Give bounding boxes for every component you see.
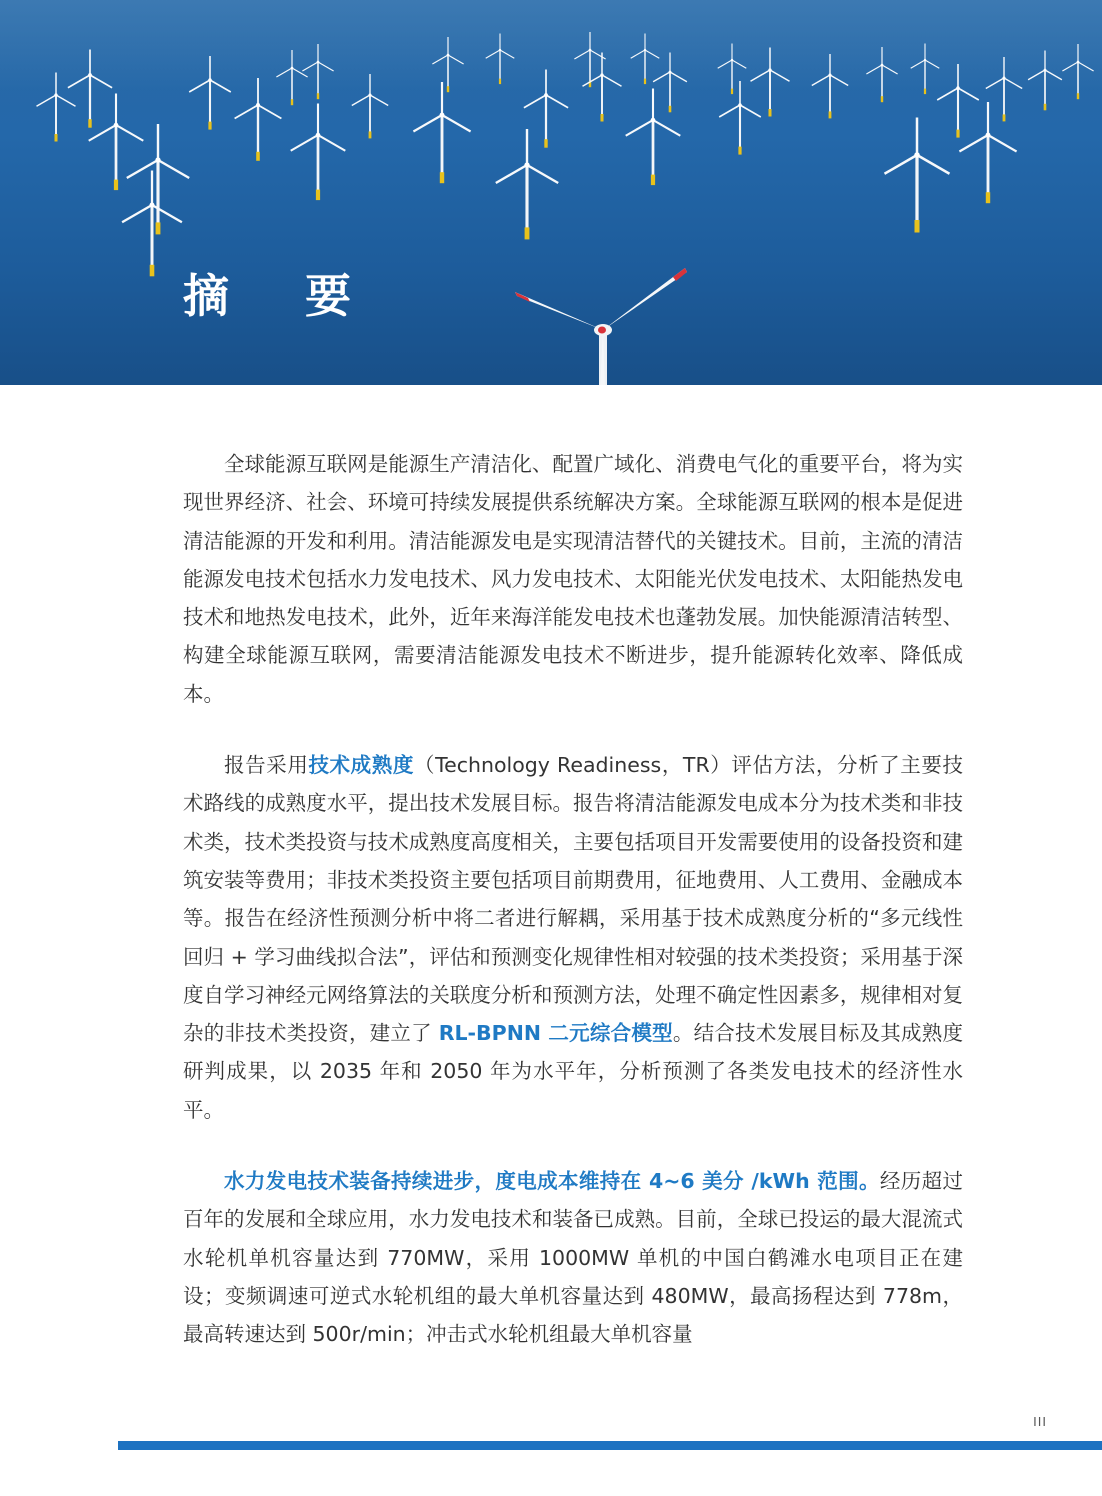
offshore-wind-farm-image [0,0,1102,385]
page-title: 摘 要 [183,269,382,323]
paragraph [183,445,963,713]
paragraph-text: 报告采用 [224,753,309,778]
paragraph [183,746,963,1129]
page-number: III [1033,1414,1047,1429]
highlighted-term: 技术成熟度 [308,753,414,778]
paragraph-text: 经历超过百年的发展和全球应用，水力发电技术和装备已成熟。目前，全球已投运的最大混流式水轮机单机容量达到 770MW，采用 1000MW 单机的中国白鹤滩水电项目正在建设；变频调速可逆式水轮机组的最大单机容量达到 480MW，最高扬程达到 778m，最高转速达到 500r/min；冲击式水轮机组最大单机容量 [183,1169,964,1347]
paragraph-text: 。结合技术发展目标及其成熟度研判成果，以 2035 年和 2050 年为水平年，分析预测了各类发电技术的经济性水平。 [183,1021,964,1122]
paragraph-text: （Technology Readiness，TR）评估方法，分析了主要技术路线的成熟度水平，提出技术发展目标。报告将清洁能源发电成本分为技术类和非技术类，技术类投资与技术成熟度高度相关，主要包括项目开发需要使用的设备投资和建筑安装等费用；非技术类投资主要包括项目前期费用，征地费用、人工费用、金融成本等。报告在经济性预测分析中将二者进行解耦，采用基于技术成熟度分析的“多元线性回归 + 学习曲线拟合法”，评估和预测变化规律性相对较强的技术类投资；采用基于深度自学习神经元网络算法的关联度分析和预测方法，处理不确定性因素多，规律相对复杂的非技术类投资，建立了 [183,753,963,1046]
abstract-body [183,445,963,1387]
footer-divider [118,1441,1102,1450]
header-banner [0,0,1102,385]
paragraph-text: 全球能源互联网是能源生产清洁化、配置广域化、消费电气化的重要平台，将为实现世界经济、社会、环境可持续发展提供系统解决方案。全球能源互联网的根本是促进清洁能源的开发和利用。清洁能源发电是实现清洁替代的关键技术。目前，主流的清洁能源发电技术包括水力发电技术、风力发电技术、太阳能光伏发电技术、太阳能热发电技术和地热发电技术，此外，近年来海洋能发电技术也蓬勃发展。加快能源清洁转型、构建全球能源互联网，需要清洁能源发电技术不断进步，提升能源转化效率、降低成本。 [183,452,963,706]
paragraph [183,1162,963,1353]
highlighted-term: RL-BPNN 二元综合模型 [438,1021,673,1046]
highlighted-sentence: 水力发电技术装备持续进步，度电成本维持在 4~6 美分 /kWh 范围。 [224,1169,880,1194]
